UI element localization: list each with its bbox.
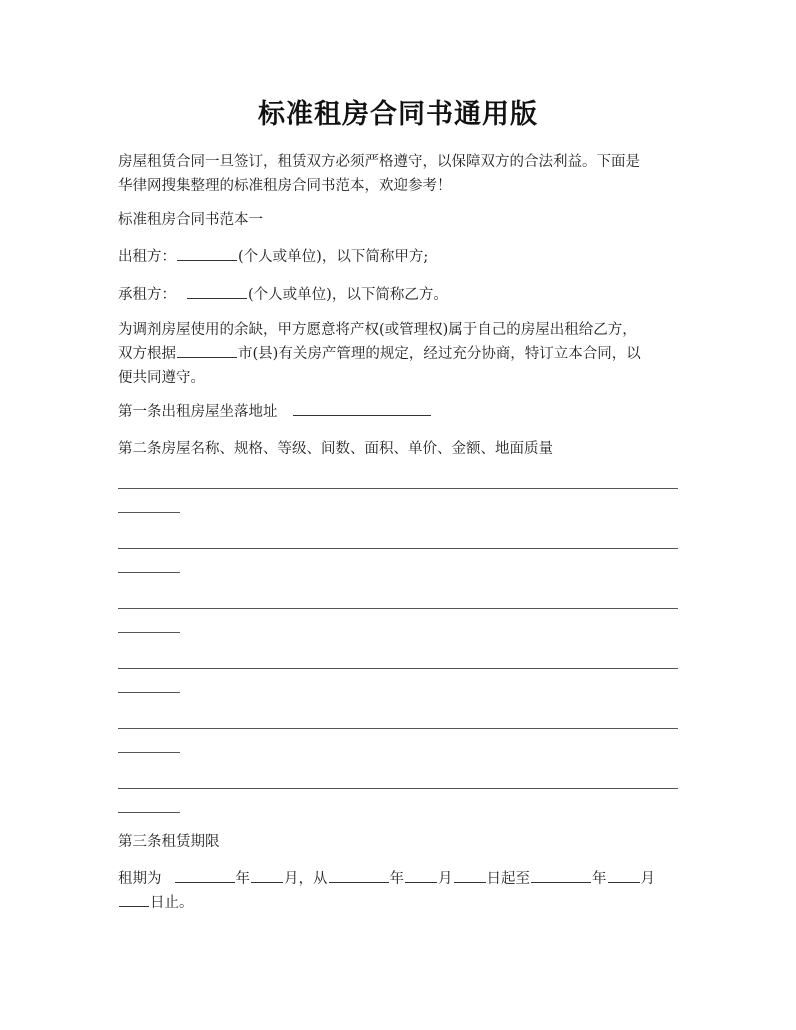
blank-line-6 (118, 788, 678, 789)
month-label-1: 月 (284, 871, 299, 887)
from-month-blank (405, 868, 437, 883)
blank-line-3-tail (118, 632, 180, 633)
lessee-line (118, 283, 682, 307)
from-day-blank (454, 868, 486, 883)
from-year-blank (329, 868, 389, 883)
blank-line-4-tail (118, 692, 180, 693)
blank-line-5-tail (118, 752, 180, 753)
term-end: 日止。 (150, 895, 194, 911)
term-paragraph (118, 867, 682, 915)
purpose-line-3: 便共同遵守。 (118, 370, 205, 386)
blank-line-1-tail (118, 512, 180, 513)
term-line-1 (118, 867, 682, 891)
term-prefix: 租期为 (118, 871, 162, 887)
purpose-line-1: 为调剂房屋使用的余缺，甲方愿意将产权(或管理权)属于自己的房屋出租给乙方， (118, 322, 637, 338)
blank-line-2 (118, 548, 678, 549)
to-year-blank (531, 868, 591, 883)
year-label-2: 年 (389, 871, 404, 887)
purpose-line-2-suffix: 市(县)有关房产管理的规定，经过充分协商，特订立本合同，以 (238, 346, 641, 362)
lessee-blank (187, 284, 247, 299)
lessor-suffix: (个人或单位)，以下简称甲方; (238, 249, 429, 265)
intro-line-2: 华律网搜集整理的标准租房合同书范本，欢迎参考！ (118, 178, 452, 194)
sample-heading: 标准租房合同书范本一 (118, 212, 263, 228)
lessor-label: 出租方： (118, 249, 176, 265)
purpose-line-2 (118, 342, 682, 366)
term-line-2 (118, 891, 682, 915)
document-title: 标准租房合同书通用版 (258, 99, 538, 130)
to-day-blank (119, 892, 149, 907)
lessor-line (118, 245, 682, 269)
year-label-3: 年 (592, 871, 607, 887)
term-start: 日起至 (486, 871, 530, 887)
blank-line-4 (118, 668, 678, 669)
purpose-line-2-prefix: 双方根据 (118, 346, 176, 362)
to-month-blank (608, 868, 640, 883)
blank-line-5 (118, 728, 678, 729)
city-blank (177, 343, 237, 358)
lessee-suffix: (个人或单位)，以下简称乙方。 (248, 287, 448, 303)
start-month-blank (251, 868, 283, 883)
blank-line-3 (118, 608, 678, 609)
lessor-blank (177, 246, 237, 261)
blank-line-2-tail (118, 572, 180, 573)
article-2: 第二条房屋名称、规格、等级、间数、面积、单价、金额、地面质量 (118, 441, 553, 457)
purpose-paragraph (118, 318, 682, 390)
year-label-1: 年 (235, 871, 250, 887)
month-label-3: 月 (640, 871, 655, 887)
lessee-label: 承租方： (118, 287, 176, 303)
article-3: 第三条租赁期限 (118, 834, 220, 850)
address-blank (293, 401, 431, 416)
start-year-blank (175, 868, 235, 883)
intro-line-1: 房屋租赁合同一旦签订，租赁双方必须严格遵守，以保障双方的合法利益。下面是 (118, 154, 640, 170)
month-label-2: 月 (438, 871, 453, 887)
blank-line-6-tail (118, 812, 180, 813)
term-from: ，从 (298, 871, 328, 887)
blank-line-1 (118, 488, 678, 489)
article-1-text: 第一条出租房屋坐落地址 (118, 404, 278, 420)
article-1 (118, 400, 682, 424)
intro-paragraph (118, 150, 682, 198)
